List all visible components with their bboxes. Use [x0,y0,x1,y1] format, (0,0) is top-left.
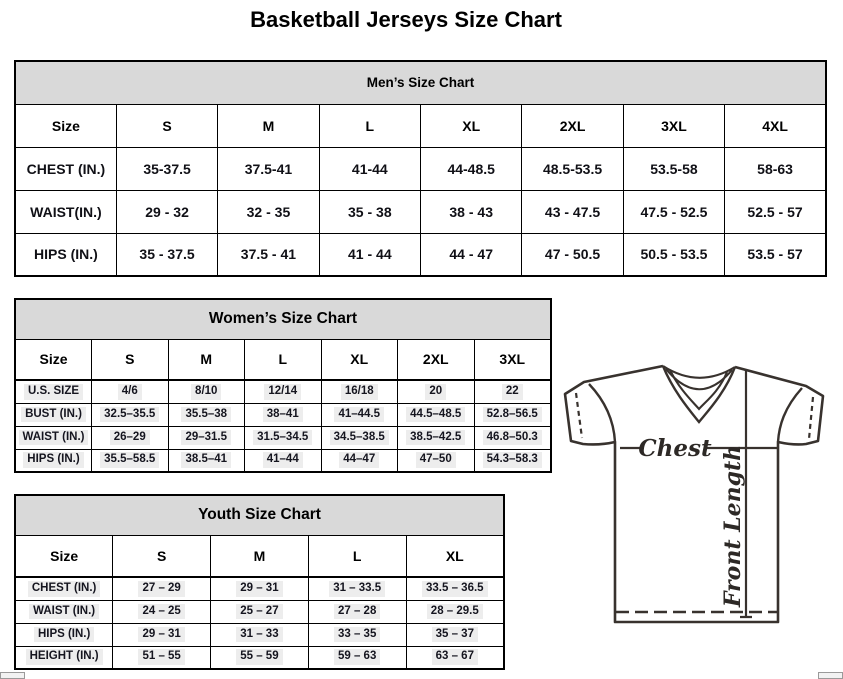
youth-cell: 35 – 37 [406,623,504,646]
womens-row-label: WAIST (IN.) [15,426,92,449]
youth-cell: 29 – 31 [211,577,309,600]
mens-cell: 44 - 47 [421,233,522,276]
youth-row-label: HIPS (IN.) [15,623,113,646]
mens-column-header: S [116,104,217,147]
womens-cell: 34.5–38.5 [321,426,398,449]
jersey-vneck-outer [663,366,735,422]
mens-column-header: M [218,104,319,147]
youth-column-header: Size [15,535,113,577]
womens-cell: 52.8–56.5 [474,403,551,426]
mens-column-header: Size [15,104,116,147]
womens-column-header: M [168,339,245,380]
mens-cell: 38 - 43 [421,190,522,233]
youth-cell: 27 – 28 [308,600,406,623]
womens-cell: 44–47 [321,449,398,472]
womens-cell: 22 [474,380,551,403]
youth-column-header: S [113,535,211,577]
mens-row-label: CHEST (IN.) [15,147,116,190]
mens-cell: 48.5-53.5 [522,147,623,190]
page-title: Basketball Jerseys Size Chart [250,7,562,32]
womens-column-header: Size [15,339,92,380]
womens-row-label: HIPS (IN.) [15,449,92,472]
womens-column-header: L [245,339,322,380]
womens-cell: 38.5–42.5 [398,426,475,449]
womens-cell: 32.5–35.5 [92,403,169,426]
youth-cell: 24 – 25 [113,600,211,623]
womens-cell: 16/18 [321,380,398,403]
youth-row-label: WAIST (IN.) [15,600,113,623]
youth-column-header: L [308,535,406,577]
mens-column-header: 3XL [623,104,724,147]
mens-cell: 41 - 44 [319,233,420,276]
youth-size-table [14,494,505,670]
womens-cell: 41–44.5 [321,403,398,426]
youth-cell: 25 – 27 [211,600,309,623]
youth-cell: 31 – 33 [211,623,309,646]
mens-row-label: HIPS (IN.) [15,233,116,276]
mens-cell: 41-44 [319,147,420,190]
mens-cell: 53.5-58 [623,147,724,190]
jersey-cuff-stitch-left [576,393,582,438]
womens-column-header: 3XL [474,339,551,380]
mens-column-header: 4XL [725,104,826,147]
mens-cell: 47 - 50.5 [522,233,623,276]
front-length-label: Front Length [720,444,746,608]
youth-cell: 28 – 29.5 [406,600,504,623]
womens-cell: 31.5–34.5 [245,426,322,449]
womens-cell: 35.5–38 [168,403,245,426]
mens-column-header: 2XL [522,104,623,147]
youth-row-label: CHEST (IN.) [15,577,113,600]
womens-cell: 41–44 [245,449,322,472]
womens-cell: 12/14 [245,380,322,403]
mens-cell: 32 - 35 [218,190,319,233]
youth-cell: 59 – 63 [308,646,406,669]
womens-cell: 4/6 [92,380,169,403]
mens-size-table [14,60,827,277]
jersey-measurement-diagram [556,356,843,646]
youth-table-title: Youth Size Chart [15,495,504,535]
youth-cell: 33 – 35 [308,623,406,646]
youth-cell: 29 – 31 [113,623,211,646]
horizontal-scrollbar-stub-right[interactable] [818,672,843,679]
womens-cell: 35.5–58.5 [92,449,169,472]
youth-cell: 33.5 – 36.5 [406,577,504,600]
youth-row-label: HEIGHT (IN.) [15,646,113,669]
mens-table-title: Men’s Size Chart [15,61,826,104]
womens-cell: 38–41 [245,403,322,426]
womens-cell: 38.5–41 [168,449,245,472]
youth-cell: 31 – 33.5 [308,577,406,600]
youth-cell: 27 – 29 [113,577,211,600]
chest-label: Chest [638,435,712,462]
womens-column-header: 2XL [398,339,475,380]
mens-cell: 44-48.5 [421,147,522,190]
womens-size-table [14,298,552,473]
womens-cell: 44.5–48.5 [398,403,475,426]
jersey-armhole-seam-left [589,384,615,442]
mens-cell: 37.5 - 41 [218,233,319,276]
mens-column-header: L [319,104,420,147]
mens-cell: 35 - 37.5 [116,233,217,276]
womens-cell: 20 [398,380,475,403]
womens-row-label: U.S. SIZE [15,380,92,403]
mens-cell: 50.5 - 53.5 [623,233,724,276]
mens-cell: 35 - 38 [319,190,420,233]
youth-column-header: XL [406,535,504,577]
mens-cell: 52.5 - 57 [725,190,826,233]
mens-cell: 37.5-41 [218,147,319,190]
mens-cell: 53.5 - 57 [725,233,826,276]
mens-cell: 43 - 47.5 [522,190,623,233]
womens-cell: 8/10 [168,380,245,403]
youth-cell: 51 – 55 [113,646,211,669]
jersey-cuff-stitch-right [809,397,813,439]
womens-cell: 29–31.5 [168,426,245,449]
mens-cell: 47.5 - 52.5 [623,190,724,233]
mens-row-label: WAIST(IN.) [15,190,116,233]
youth-column-header: M [211,535,309,577]
jersey-armhole-seam-right [778,388,802,442]
mens-cell: 35-37.5 [116,147,217,190]
womens-cell: 26–29 [92,426,169,449]
womens-cell: 46.8–50.3 [474,426,551,449]
mens-column-header: XL [421,104,522,147]
womens-table-title: Women’s Size Chart [15,299,551,339]
womens-column-header: S [92,339,169,380]
womens-row-label: BUST (IN.) [15,403,92,426]
womens-column-header: XL [321,339,398,380]
womens-cell: 47–50 [398,449,475,472]
youth-cell: 63 – 67 [406,646,504,669]
womens-cell: 54.3–58.3 [474,449,551,472]
mens-cell: 29 - 32 [116,190,217,233]
mens-cell: 58-63 [725,147,826,190]
horizontal-scrollbar-stub-left[interactable] [0,672,25,679]
youth-cell: 55 – 59 [211,646,309,669]
